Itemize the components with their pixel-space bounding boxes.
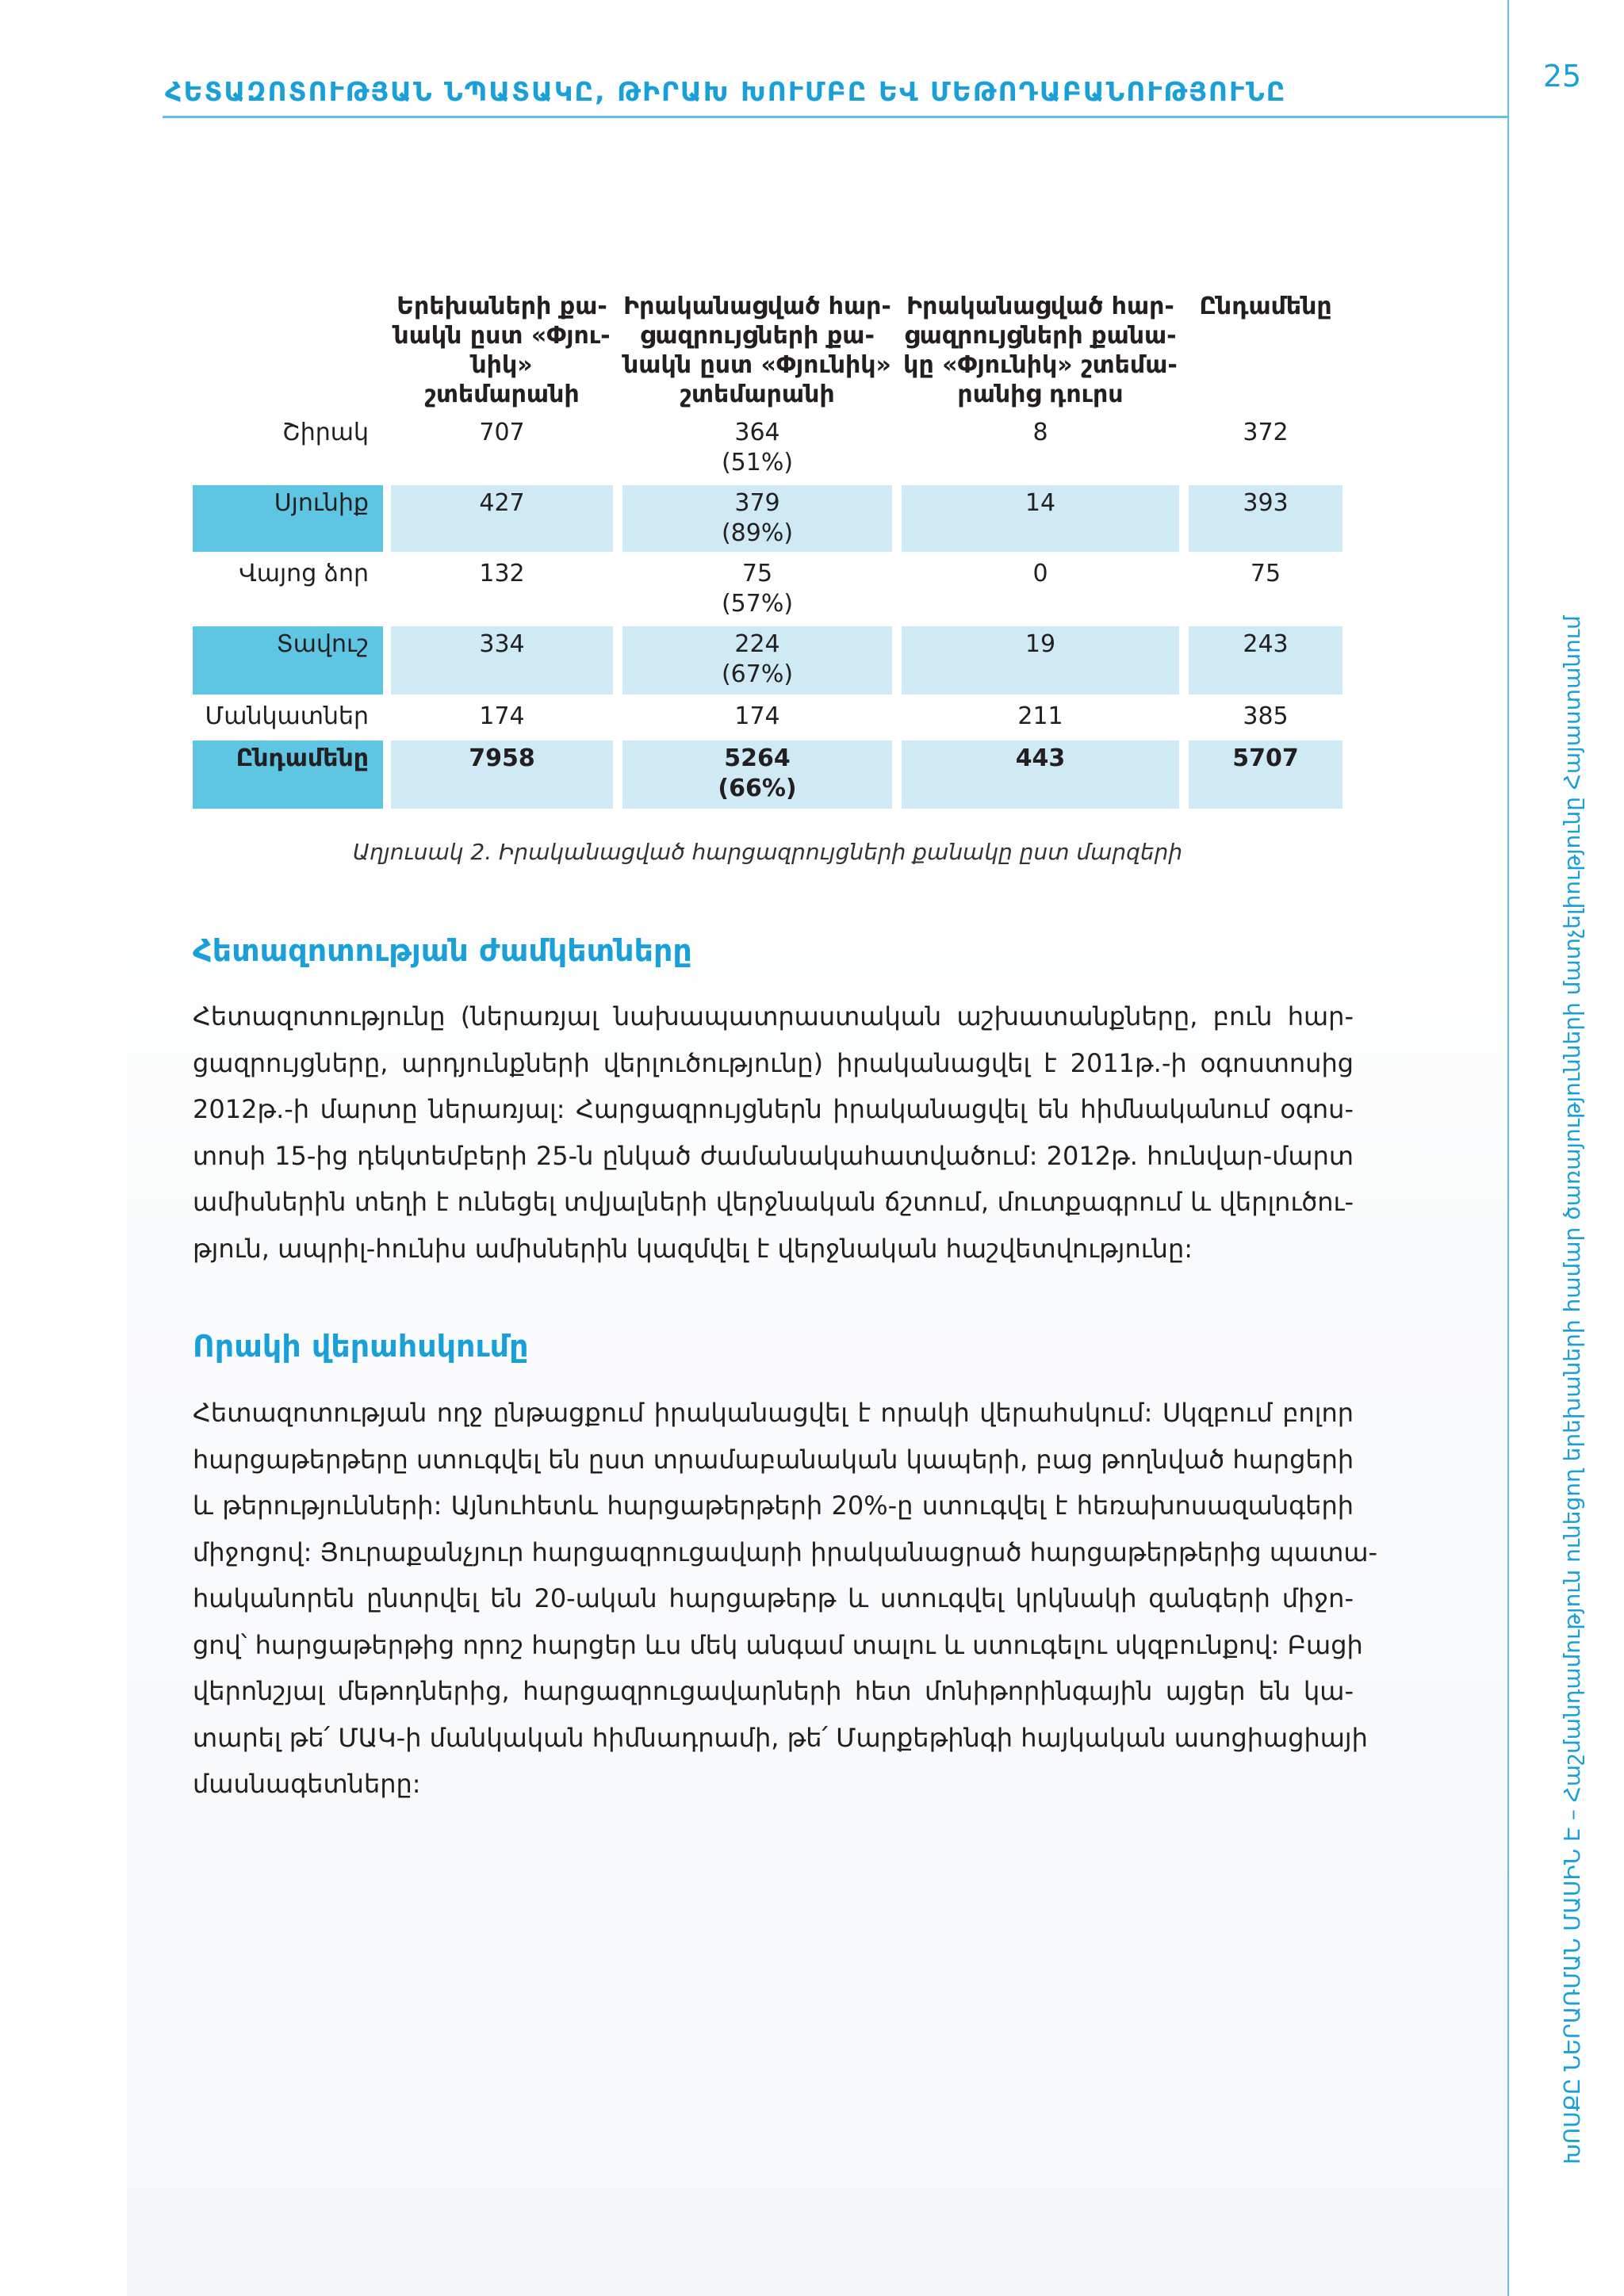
children-cell: 334	[391, 626, 613, 695]
total-cell: 385	[1243, 702, 1289, 730]
col-header-children: Երեխաների քա- նակն ըստ «Փյու- նիկ» շտեմարանի	[393, 293, 611, 408]
region-cell: Սյունիք	[193, 485, 383, 552]
children-cell: 174	[479, 702, 525, 730]
section-heading-timeline: Հետազոտության ժամկետները	[193, 933, 692, 968]
text-line: ցով՝ հարցաթերթից որոշ հարցեր ևս մեկ անգամ տալու և ստուգելու սկզբունքով: Բացի	[193, 1629, 1363, 1660]
text-line: ամիսներին տեղի է ունեցել տվյալների վերջնական ճշտում, մուտքագրում և վերլուծու-	[193, 1187, 1354, 1217]
col-header-interviews-in: Իրականացված հար- ցազրույցների քա- նակն ըստ «Փյունիկ» շտեմարանի	[623, 293, 891, 408]
interviews-in-cell: 75 (57%)	[721, 560, 794, 618]
table-total-row	[193, 740, 1342, 809]
text-line: Հետազոտության ողջ ընթացքում իրականացվել է որակի վերահսկում: Սկզբում բոլոր	[193, 1398, 1354, 1428]
total-cell: 243	[1189, 626, 1342, 695]
text-line: վերոնշյալ մեթոդներից, հարցազրուցավարների հետ մոնիթորինգային այցեր են կա-	[193, 1676, 1354, 1706]
interviews-in-cell: 379 (89%)	[622, 485, 892, 552]
text-line: մասնագետները:	[193, 1769, 421, 1799]
interviews-in-cell: 174	[734, 702, 780, 730]
interviews-in-cell: 5264 (66%)	[622, 740, 892, 809]
side-running-title: ԽՈՍՔԸ ՆԵՐԱՌՄԱՆ ՄԱՍԻՆ Է – Հաշմանդամություն ունեցող երեխաների համար ծառայությունների մատչելիությունը Հայաստանում	[1559, 615, 1585, 2164]
region-cell: Շիրակ	[282, 419, 369, 446]
table-row	[193, 415, 1342, 481]
text-line: տարել թե՛ ՄԱԿ-ի մանկական հիմնադրամի, թե՛ Մարքեթինգի հայկական ասոցիացիայի	[193, 1722, 1368, 1753]
interviews-out-cell: 443	[902, 740, 1179, 809]
total-cell: 393	[1189, 485, 1342, 552]
interviews-out-cell: 211	[1017, 702, 1063, 730]
interviews-out-cell: 8	[1032, 419, 1048, 446]
region-cell: Ընդամենը	[193, 740, 383, 809]
text-line: հարցաթերթերը ստուգվել են ըստ տրամաբանական կապերի, բաց թողնված հարցերի	[193, 1444, 1354, 1475]
text-line: հականորեն ընտրվել են 20-ական հարցաթերթ և ստուգվել կրկնակի զանգերի միջո-	[193, 1583, 1354, 1613]
table-header-row	[193, 292, 1342, 411]
text-line: միջոցով: Յուրաքանչյուր հարցազրուցավարի իրականացրած հարցաթերթերից պատա-	[193, 1536, 1378, 1567]
text-line: և թերությունների: Այնուհետև հարցաթերթերի 20%-ը ստուգվել է հեռախոսազանգերի	[193, 1490, 1354, 1521]
page-number: 25	[1542, 59, 1582, 94]
section-heading-quality: Որակի վերահսկումը	[193, 1329, 529, 1364]
children-cell: 7958	[391, 740, 613, 809]
text-line: Հետազոտությունը (ներառյալ նախապատրաստական աշխատանքները, բուն հար-	[193, 1001, 1354, 1031]
table-row	[193, 556, 1342, 622]
children-cell: 132	[479, 560, 525, 587]
total-cell: 5707	[1189, 740, 1342, 809]
table-caption: Աղյուսակ 2. Իրականացված հարցազրույցների քանակը ըստ մարզերի	[352, 839, 1183, 865]
interviews-table	[193, 292, 1342, 802]
text-line: թյուն, ապրիլ-հունիս ամիսներին կազմվել է վերջնական հաշվետվությունը:	[193, 1233, 1193, 1264]
table-row	[193, 485, 1342, 552]
total-cell: 372	[1243, 419, 1289, 446]
interviews-out-cell: 19	[902, 626, 1179, 695]
interviews-in-cell: 364 (51%)	[721, 419, 794, 476]
region-cell: Տավուշ	[193, 626, 383, 695]
text-line: ցազրույցները, արդյունքների վերլուծությունը) իրականացվել է 2011թ.-ի օգոստոսից	[193, 1047, 1354, 1078]
paragraph-timeline	[193, 993, 1354, 1272]
text-line: տոսի 15-ից դեկտեմբերի 25-ն ընկած ժամանակահատվածում: 2012թ. հունվար-մարտ	[193, 1140, 1354, 1171]
paragraph-quality	[193, 1390, 1378, 1808]
region-cell: Մանկատներ	[205, 702, 369, 730]
table-row	[193, 626, 1342, 695]
text-line: 2012թ.-ի մարտը ներառյալ: Հարցազրույցներն իրականացվել են հիմնականում օգոս-	[193, 1094, 1354, 1124]
children-cell: 707	[479, 419, 525, 446]
interviews-in-cell: 224 (67%)	[622, 626, 892, 695]
interviews-out-cell: 0	[1032, 560, 1048, 587]
total-cell: 75	[1250, 560, 1281, 587]
table-row	[193, 698, 1342, 737]
running-header-title: ՀԵՏԱԶՈՏՈՒԹՅԱՆ ՆՊԱՏԱԿԸ, ԹԻՐԱԽ ԽՈՒՄԲԸ ԵՎ ՄԵԹՈԴԱԲԱՆՈՒԹՅՈՒՆԸ	[165, 76, 1287, 107]
side-divider	[1507, 0, 1509, 2296]
header-divider	[163, 116, 1507, 118]
col-header-total: Ընդամենը	[1199, 293, 1332, 320]
region-cell: Վայոց ձոր	[239, 560, 369, 587]
interviews-out-cell: 14	[902, 485, 1179, 552]
children-cell: 427	[391, 485, 613, 552]
col-header-interviews-out: Իրականացված հար- ցազրույցների քանա- կը «Փյունիկ» շտեմա- րանից դուրս	[903, 293, 1178, 408]
